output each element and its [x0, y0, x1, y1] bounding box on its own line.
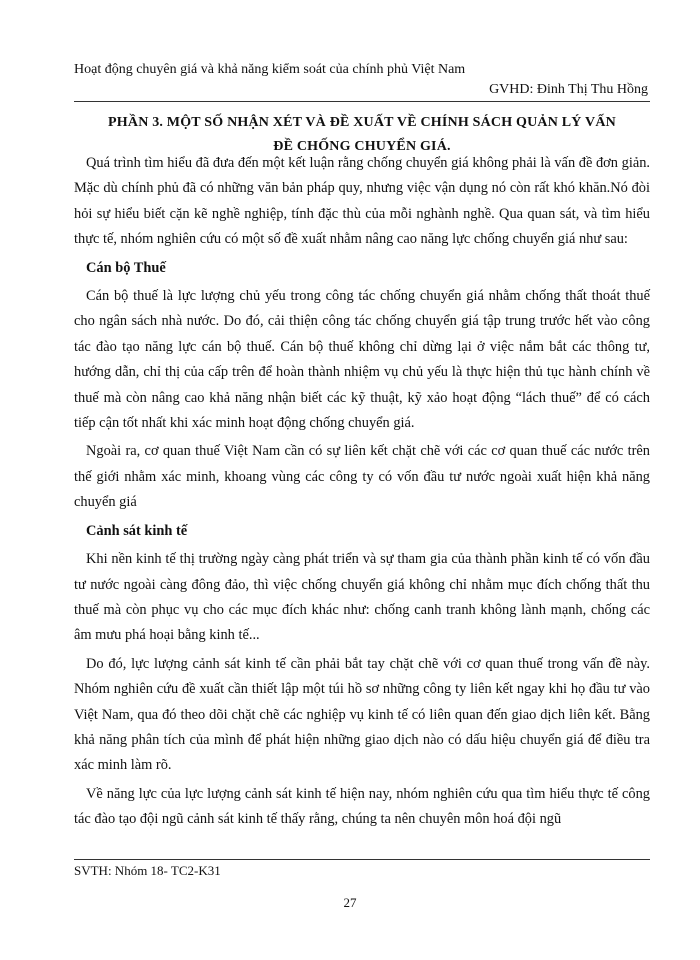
paragraph-1: Cán bộ thuế là lực lượng chủ yếu trong công tác chống chuyển giá nhằm chống thất thoát thuế cho ngân sách nhà nước. Do đó, cải thiện công tác chống chuyển giá tập trung trước hết vào công tác đào tạo năng lực cán bộ thuế. Cán bộ thuế không chỉ dừng lại ở việc nắm bắt các thông tư, hướng dẫn, chỉ thị của cấp trên để hoàn thành nhiệm vụ chủ yếu là thực hiện thủ tục hành chính về thuế mà còn nâng cao khả năng nhận biết các kỹ thuật, kỹ xảo hoạt động “lách thuế” để có cách tiếp cận tốt nhất khi xác minh hoạt động chống chuyển giá.: [74, 288, 650, 432]
footer-group: SVTH: Nhóm 18- TC2-K31: [74, 863, 221, 878]
paragraph-2: Ngoài ra, cơ quan thuế Việt Nam cần có sự liên kết chặt chẽ với các cơ quan thuế các nước trên thế giới nhằm xác minh, khoang vùng các công ty có vốn đầu tư nước ngoài xuất hiện khả năng chuyển giá: [74, 443, 650, 511]
body-text: [74, 151, 650, 836]
heading-tax-officers: Cán bộ Thuế: [86, 259, 166, 276]
header-title: Hoạt động chuyên giá và khả năng kiểm soát của chính phủ Việt Nam: [74, 62, 466, 77]
footer-rule: [74, 859, 650, 860]
heading-economic-police: Cảnh sát kinh tế: [86, 522, 188, 539]
intro-paragraph: Quá trình tìm hiểu đã đưa đến một kết luận rằng chống chuyển giá không phải là vấn đề đơn giản. Mặc dù chính phủ đã có những văn bản pháp quy, nhưng việc vận dụng nó còn rất khó khăn.Nó đòi hỏi sự hiểu biết cặn kẽ nghề nghiệp, tính đặc thù của mỗi nghành nghề. Qua quan sát, và tìm hiểu thực tế, nhóm nghiên cứu có một số đề xuất nhằm nâng cao năng lực chống chuyển giá như sau:: [74, 155, 650, 248]
page-number: 27: [343, 895, 357, 910]
header-rule: [74, 101, 650, 102]
paragraph-4: Do đó, lực lượng cảnh sát kinh tế cần phải bắt tay chặt chẽ với cơ quan thuế trong vấn đề này. Nhóm nghiên cứu đề xuất cần thiết lập một túi hồ sơ những công ty liên kết ngay khi họ đầu tư vào Việt Nam, qua đó theo dõi chặt chẽ các nghiệp vụ kinh tế có liên quan đến giao dịch liên kết. Bằng khả năng phân tích của mình để phát hiện những giao dịch nào có dấu hiệu chuyển giá để điều tra xác minh làm rõ.: [74, 655, 650, 774]
section-title-line2: ĐỀ CHỐNG CHUYỂN GIÁ.: [273, 139, 451, 154]
section-title-line1: PHẦN 3. MỘT SỐ NHẬN XÉT VÀ ĐỀ XUẤT VỀ CHÍNH SÁCH QUẢN LÝ VẤN: [108, 115, 616, 130]
paragraph-5: Về năng lực của lực lượng cảnh sát kinh tế hiện nay, nhóm nghiên cứu qua tìm hiểu thực tế công tác đào tạo đội ngũ cảnh sát kinh tế thấy rằng, chúng ta nên chuyên môn hoá đội ngũ: [74, 785, 650, 828]
header-advisor: GVHD: Đinh Thị Thu Hồng: [489, 82, 648, 97]
paragraph-3: Khi nền kinh tế thị trường ngày càng phát triển và sự tham gia của thành phần kinh tế có vốn đầu tư nước ngoài càng đông đảo, thì việc chống chuyển giá không chỉ nhằm mục đích chống thất thu thuế mà còn phục vụ cho các mục đích khác như: chống canh tranh không lành mạnh, chống các âm mưu phá hoại bằng kinh tế...: [74, 551, 650, 644]
